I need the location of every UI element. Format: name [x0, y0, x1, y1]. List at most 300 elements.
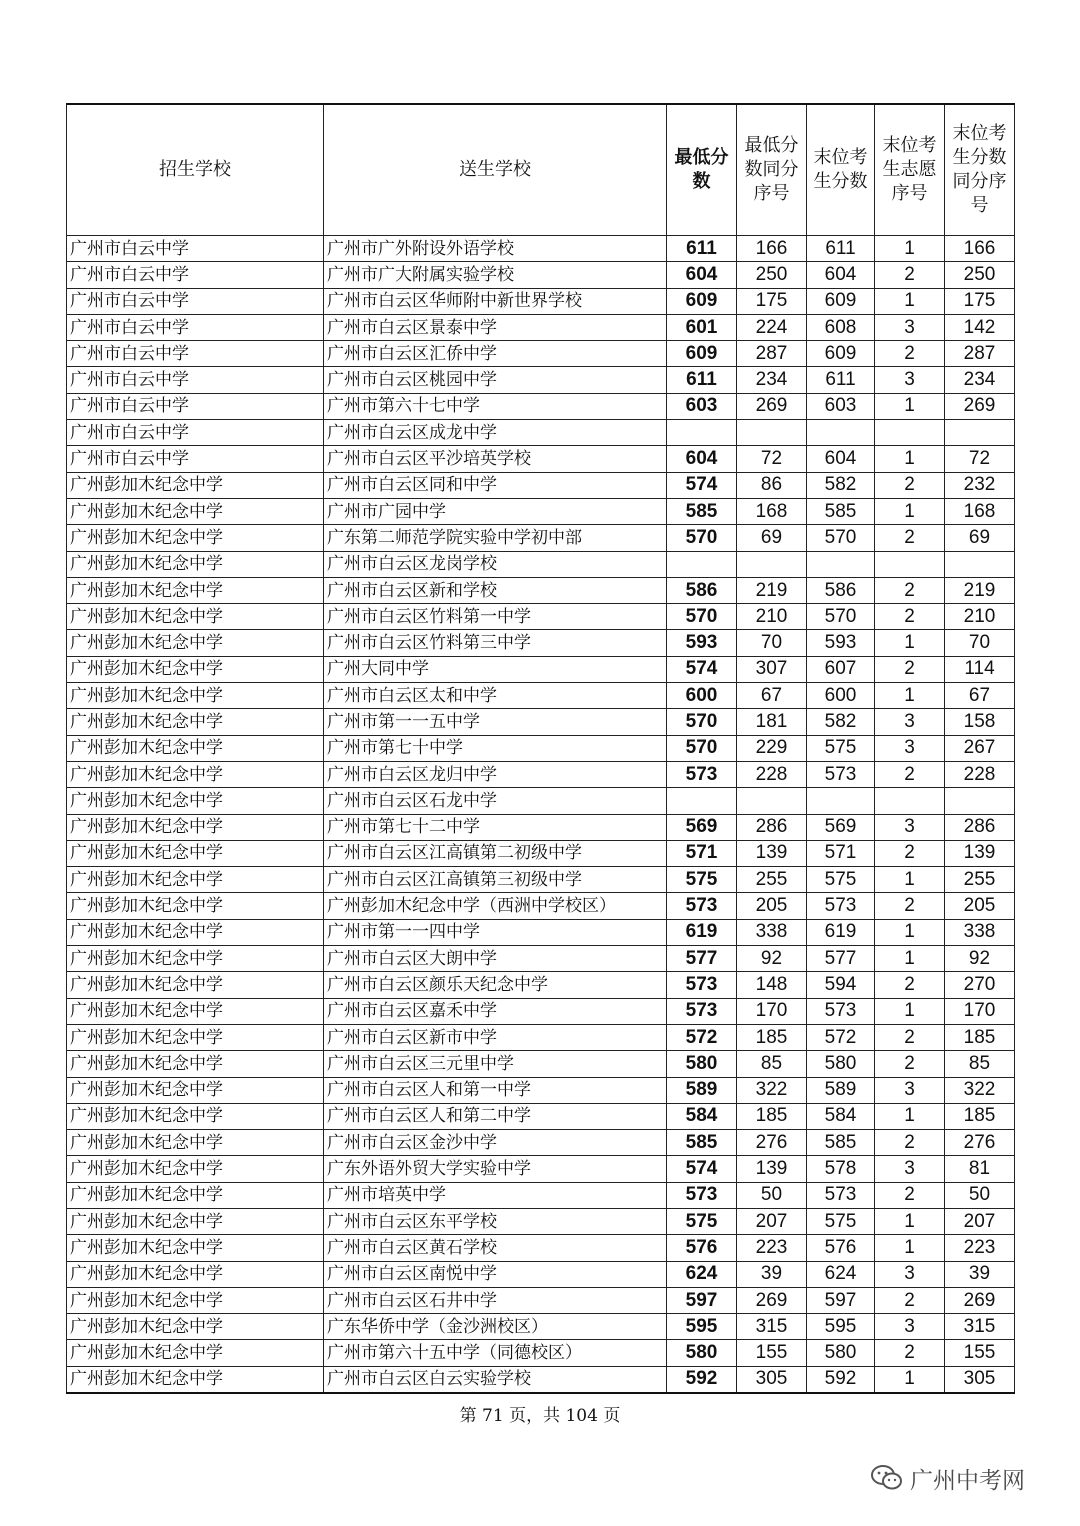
cell-min-score: 585 — [667, 498, 737, 524]
cell-sender: 广州市白云区新和学校 — [324, 577, 667, 603]
table-row — [67, 446, 1015, 472]
cell-school: 广州彭加木纪念中学 — [67, 761, 324, 787]
cell-min-rank: 250 — [737, 262, 807, 288]
cell-min-score: 571 — [667, 840, 737, 866]
cell-last-pref: 1 — [875, 946, 945, 972]
table-row — [67, 814, 1015, 840]
cell-last-score — [807, 788, 875, 814]
header-min-rank: 最低分数同分序号 — [737, 104, 807, 236]
table-row — [67, 735, 1015, 761]
cell-last-rank: 168 — [945, 498, 1015, 524]
table-row — [67, 946, 1015, 972]
cell-last-score: 580 — [807, 1051, 875, 1077]
cell-sender: 广州市白云区平沙培英学校 — [324, 446, 667, 472]
cell-last-pref: 2 — [875, 1182, 945, 1208]
cell-last-pref: 3 — [875, 709, 945, 735]
cell-sender: 广州市白云区桃园中学 — [324, 367, 667, 393]
cell-last-score: 589 — [807, 1077, 875, 1103]
cell-min-score: 586 — [667, 577, 737, 603]
cell-min-rank: 70 — [737, 630, 807, 656]
cell-sender: 广州彭加木纪念中学（西洲中学校区） — [324, 893, 667, 919]
cell-school: 广州彭加木纪念中学 — [67, 998, 324, 1024]
cell-school: 广州彭加木纪念中学 — [67, 498, 324, 524]
table-row — [67, 1156, 1015, 1182]
cell-school: 广州彭加木纪念中学 — [67, 867, 324, 893]
cell-min-score: 611 — [667, 236, 737, 262]
cell-min-rank: 175 — [737, 288, 807, 314]
cell-last-rank: 69 — [945, 525, 1015, 551]
cell-last-pref: 2 — [875, 893, 945, 919]
cell-min-score: 575 — [667, 1208, 737, 1234]
cell-last-score — [807, 420, 875, 446]
cell-min-rank: 338 — [737, 919, 807, 945]
cell-sender: 广州市白云区龙归中学 — [324, 761, 667, 787]
cell-min-score: 619 — [667, 919, 737, 945]
cell-last-pref: 2 — [875, 972, 945, 998]
cell-sender: 广州市白云区景泰中学 — [324, 314, 667, 340]
cell-min-score: 624 — [667, 1261, 737, 1287]
watermark — [870, 1460, 1025, 1496]
cell-school: 广州彭加木纪念中学 — [67, 788, 324, 814]
table-row — [67, 314, 1015, 340]
cell-last-score: 594 — [807, 972, 875, 998]
table-row — [67, 498, 1015, 524]
cell-last-score: 580 — [807, 1340, 875, 1366]
cell-last-pref: 3 — [875, 814, 945, 840]
cell-sender: 广州市白云区东平学校 — [324, 1208, 667, 1234]
cell-last-rank: 185 — [945, 1103, 1015, 1129]
cell-min-score — [667, 788, 737, 814]
cell-min-score: 604 — [667, 262, 737, 288]
cell-last-rank: 219 — [945, 577, 1015, 603]
cell-sender: 广州市白云区石井中学 — [324, 1287, 667, 1313]
cell-last-pref: 3 — [875, 735, 945, 761]
cell-min-score: 577 — [667, 946, 737, 972]
table-row — [67, 709, 1015, 735]
cell-school: 广州彭加木纪念中学 — [67, 814, 324, 840]
cell-min-score: 595 — [667, 1314, 737, 1340]
cell-sender: 广州市第六十七中学 — [324, 393, 667, 419]
cell-last-pref: 1 — [875, 867, 945, 893]
cell-sender: 广州市白云区汇侨中学 — [324, 341, 667, 367]
cell-last-rank — [945, 551, 1015, 577]
cell-school: 广州彭加木纪念中学 — [67, 1156, 324, 1182]
cell-last-rank: 276 — [945, 1130, 1015, 1156]
table-row — [67, 998, 1015, 1024]
cell-sender: 广州市白云区三元里中学 — [324, 1051, 667, 1077]
table-row — [67, 341, 1015, 367]
table-row — [67, 393, 1015, 419]
cell-last-score: 570 — [807, 604, 875, 630]
cell-min-score: 600 — [667, 683, 737, 709]
cell-min-score: 603 — [667, 393, 737, 419]
table-row — [67, 1235, 1015, 1261]
cell-school: 广州彭加木纪念中学 — [67, 577, 324, 603]
cell-last-rank: 72 — [945, 446, 1015, 472]
cell-last-score: 572 — [807, 1024, 875, 1050]
cell-last-score: 600 — [807, 683, 875, 709]
cell-school: 广州市白云中学 — [67, 420, 324, 446]
cell-last-rank — [945, 788, 1015, 814]
cell-last-rank: 286 — [945, 814, 1015, 840]
cell-sender: 广州市白云区竹料第一中学 — [324, 604, 667, 630]
cell-last-rank: 255 — [945, 867, 1015, 893]
cell-sender: 广州市白云区太和中学 — [324, 683, 667, 709]
cell-min-rank: 168 — [737, 498, 807, 524]
cell-min-rank: 185 — [737, 1103, 807, 1129]
cell-last-score: 607 — [807, 656, 875, 682]
cell-school: 广州市白云中学 — [67, 393, 324, 419]
cell-school: 广州彭加木纪念中学 — [67, 630, 324, 656]
cell-last-rank: 39 — [945, 1261, 1015, 1287]
cell-min-rank: 322 — [737, 1077, 807, 1103]
cell-min-score — [667, 551, 737, 577]
cell-last-rank: 322 — [945, 1077, 1015, 1103]
cell-sender: 广州市广园中学 — [324, 498, 667, 524]
cell-min-score: 570 — [667, 709, 737, 735]
table-row — [67, 420, 1015, 446]
cell-min-rank: 181 — [737, 709, 807, 735]
cell-sender: 广州市广外附设外语学校 — [324, 236, 667, 262]
cell-school: 广州彭加木纪念中学 — [67, 946, 324, 972]
cell-min-rank: 72 — [737, 446, 807, 472]
cell-min-score: 601 — [667, 314, 737, 340]
table-row — [67, 1366, 1015, 1393]
table-row — [67, 630, 1015, 656]
cell-last-score: 592 — [807, 1366, 875, 1393]
cell-last-pref: 2 — [875, 1340, 945, 1366]
cell-school: 广州彭加木纪念中学 — [67, 1314, 324, 1340]
cell-min-score: 597 — [667, 1287, 737, 1313]
cell-min-score: 573 — [667, 1182, 737, 1208]
cell-min-score: 609 — [667, 288, 737, 314]
cell-last-pref: 3 — [875, 1077, 945, 1103]
table-row — [67, 683, 1015, 709]
cell-school: 广州市白云中学 — [67, 446, 324, 472]
cell-last-score: 593 — [807, 630, 875, 656]
header-last-rank: 末位考生分数同分序号 — [945, 104, 1015, 236]
cell-sender: 广州市白云区白云实验学校 — [324, 1366, 667, 1393]
cell-sender: 广州大同中学 — [324, 656, 667, 682]
cell-sender: 广州市白云区江高镇第三初级中学 — [324, 867, 667, 893]
cell-school: 广州彭加木纪念中学 — [67, 525, 324, 551]
cell-last-score: 603 — [807, 393, 875, 419]
table-row — [67, 367, 1015, 393]
cell-min-rank: 170 — [737, 998, 807, 1024]
cell-min-score: 576 — [667, 1235, 737, 1261]
table-body — [67, 236, 1015, 1394]
cell-last-pref: 2 — [875, 1024, 945, 1050]
table-row — [67, 1208, 1015, 1234]
cell-sender: 广州市第一一四中学 — [324, 919, 667, 945]
cell-last-pref: 1 — [875, 919, 945, 945]
cell-last-rank — [945, 420, 1015, 446]
cell-school: 广州彭加木纪念中学 — [67, 1261, 324, 1287]
cell-last-rank: 175 — [945, 288, 1015, 314]
cell-min-rank: 139 — [737, 1156, 807, 1182]
cell-school: 广州市白云中学 — [67, 288, 324, 314]
cell-min-rank — [737, 551, 807, 577]
cell-last-score: 595 — [807, 1314, 875, 1340]
cell-school: 广州彭加木纪念中学 — [67, 1130, 324, 1156]
table-row — [67, 788, 1015, 814]
cell-last-pref: 2 — [875, 761, 945, 787]
cell-last-score: 608 — [807, 314, 875, 340]
cell-min-score: 585 — [667, 1130, 737, 1156]
cell-min-score: 573 — [667, 761, 737, 787]
cell-school: 广州彭加木纪念中学 — [67, 1024, 324, 1050]
cell-school: 广州彭加木纪念中学 — [67, 1208, 324, 1234]
cell-last-score: 573 — [807, 998, 875, 1024]
cell-last-rank: 210 — [945, 604, 1015, 630]
cell-sender: 广州市白云区金沙中学 — [324, 1130, 667, 1156]
cell-last-pref: 3 — [875, 1261, 945, 1287]
cell-last-pref: 1 — [875, 1103, 945, 1129]
cell-last-pref: 1 — [875, 498, 945, 524]
cell-school: 广州市白云中学 — [67, 341, 324, 367]
cell-min-rank: 69 — [737, 525, 807, 551]
cell-last-pref: 3 — [875, 1314, 945, 1340]
cell-min-score: 580 — [667, 1340, 737, 1366]
table-row — [67, 288, 1015, 314]
cell-school: 广州彭加木纪念中学 — [67, 1340, 324, 1366]
cell-last-pref: 2 — [875, 840, 945, 866]
cell-last-score: 569 — [807, 814, 875, 840]
cell-sender: 广州市广大附属实验学校 — [324, 262, 667, 288]
cell-sender: 广东华侨中学（金沙洲校区） — [324, 1314, 667, 1340]
cell-min-rank: 86 — [737, 472, 807, 498]
cell-min-rank: 85 — [737, 1051, 807, 1077]
cell-last-rank: 205 — [945, 893, 1015, 919]
admission-table — [66, 103, 1015, 1394]
cell-sender: 广州市白云区嘉禾中学 — [324, 998, 667, 1024]
table-row — [67, 1077, 1015, 1103]
cell-last-rank: 50 — [945, 1182, 1015, 1208]
cell-last-score — [807, 551, 875, 577]
cell-last-rank: 232 — [945, 472, 1015, 498]
cell-last-rank: 166 — [945, 236, 1015, 262]
cell-school: 广州彭加木纪念中学 — [67, 972, 324, 998]
cell-last-rank: 338 — [945, 919, 1015, 945]
cell-min-rank: 205 — [737, 893, 807, 919]
cell-min-rank: 276 — [737, 1130, 807, 1156]
cell-last-rank: 185 — [945, 1024, 1015, 1050]
cell-school: 广州市白云中学 — [67, 262, 324, 288]
cell-last-score: 586 — [807, 577, 875, 603]
cell-last-pref: 2 — [875, 1130, 945, 1156]
cell-last-pref: 1 — [875, 998, 945, 1024]
cell-last-rank: 269 — [945, 393, 1015, 419]
cell-min-score: 584 — [667, 1103, 737, 1129]
cell-last-score: 570 — [807, 525, 875, 551]
cell-last-score: 575 — [807, 867, 875, 893]
cell-last-score: 584 — [807, 1103, 875, 1129]
table-row — [67, 1261, 1015, 1287]
cell-sender: 广州市白云区新市中学 — [324, 1024, 667, 1050]
cell-last-pref: 3 — [875, 367, 945, 393]
cell-sender: 广州市第七十中学 — [324, 735, 667, 761]
cell-last-pref: 1 — [875, 393, 945, 419]
cell-last-pref: 2 — [875, 472, 945, 498]
table-row — [67, 1314, 1015, 1340]
cell-min-rank: 185 — [737, 1024, 807, 1050]
cell-min-rank: 223 — [737, 1235, 807, 1261]
cell-last-score: 609 — [807, 341, 875, 367]
cell-last-pref: 3 — [875, 1156, 945, 1182]
cell-last-rank: 315 — [945, 1314, 1015, 1340]
cell-last-pref: 2 — [875, 262, 945, 288]
cell-min-score: 570 — [667, 604, 737, 630]
cell-last-pref: 1 — [875, 1366, 945, 1393]
cell-sender: 广州市白云区江高镇第二初级中学 — [324, 840, 667, 866]
cell-min-rank: 234 — [737, 367, 807, 393]
cell-min-score: 573 — [667, 972, 737, 998]
cell-min-score: 611 — [667, 367, 737, 393]
table-row — [67, 604, 1015, 630]
cell-min-score: 574 — [667, 656, 737, 682]
cell-last-score: 576 — [807, 1235, 875, 1261]
cell-sender: 广州市白云区成龙中学 — [324, 420, 667, 446]
cell-last-rank: 228 — [945, 761, 1015, 787]
cell-last-score: 624 — [807, 1261, 875, 1287]
cell-last-rank: 155 — [945, 1340, 1015, 1366]
cell-min-rank: 224 — [737, 314, 807, 340]
watermark-text: 广州中考网 — [910, 1467, 1025, 1494]
cell-last-pref — [875, 788, 945, 814]
cell-min-rank: 166 — [737, 236, 807, 262]
cell-last-pref: 2 — [875, 604, 945, 630]
cell-last-score: 573 — [807, 1182, 875, 1208]
cell-last-pref: 1 — [875, 288, 945, 314]
cell-school: 广州彭加木纪念中学 — [67, 551, 324, 577]
cell-min-score — [667, 420, 737, 446]
cell-min-rank: 39 — [737, 1261, 807, 1287]
cell-min-score: 609 — [667, 341, 737, 367]
cell-sender: 广州市白云区龙岗学校 — [324, 551, 667, 577]
cell-min-rank: 139 — [737, 840, 807, 866]
cell-last-score: 573 — [807, 761, 875, 787]
cell-last-rank: 269 — [945, 1287, 1015, 1313]
table-row — [67, 525, 1015, 551]
cell-min-rank: 67 — [737, 683, 807, 709]
cell-last-pref: 2 — [875, 1051, 945, 1077]
cell-last-score: 619 — [807, 919, 875, 945]
cell-min-rank: 229 — [737, 735, 807, 761]
cell-last-pref: 1 — [875, 683, 945, 709]
cell-last-rank: 81 — [945, 1156, 1015, 1182]
cell-min-rank: 50 — [737, 1182, 807, 1208]
cell-sender: 广州市白云区大朗中学 — [324, 946, 667, 972]
table-row — [67, 893, 1015, 919]
cell-last-score: 571 — [807, 840, 875, 866]
cell-last-score: 575 — [807, 1208, 875, 1234]
cell-sender: 广州市白云区黄石学校 — [324, 1235, 667, 1261]
cell-sender: 广州市白云区同和中学 — [324, 472, 667, 498]
cell-sender: 广东外语外贸大学实验中学 — [324, 1156, 667, 1182]
table-row — [67, 236, 1015, 262]
cell-min-rank: 255 — [737, 867, 807, 893]
cell-school: 广州彭加木纪念中学 — [67, 656, 324, 682]
cell-min-score: 572 — [667, 1024, 737, 1050]
cell-school: 广州彭加木纪念中学 — [67, 472, 324, 498]
table-row — [67, 867, 1015, 893]
table-row — [67, 551, 1015, 577]
cell-sender: 广州市第一一五中学 — [324, 709, 667, 735]
table-row — [67, 1182, 1015, 1208]
header-sender: 送生学校 — [324, 104, 667, 236]
cell-school: 广州彭加木纪念中学 — [67, 1235, 324, 1261]
cell-school: 广州彭加木纪念中学 — [67, 1103, 324, 1129]
cell-sender: 广州市白云区华师附中新世界学校 — [324, 288, 667, 314]
cell-last-rank: 267 — [945, 735, 1015, 761]
table-row — [67, 1024, 1015, 1050]
table-row — [67, 1287, 1015, 1313]
cell-min-score: 593 — [667, 630, 737, 656]
cell-min-rank: 307 — [737, 656, 807, 682]
cell-min-score: 574 — [667, 1156, 737, 1182]
table-row — [67, 472, 1015, 498]
cell-min-score: 569 — [667, 814, 737, 840]
cell-last-pref: 3 — [875, 314, 945, 340]
cell-min-score: 580 — [667, 1051, 737, 1077]
table-row — [67, 1051, 1015, 1077]
cell-min-rank: 269 — [737, 393, 807, 419]
cell-last-rank: 207 — [945, 1208, 1015, 1234]
cell-last-score: 609 — [807, 288, 875, 314]
cell-school: 广州彭加木纪念中学 — [67, 735, 324, 761]
cell-school: 广州市白云中学 — [67, 236, 324, 262]
table-row — [67, 972, 1015, 998]
table-row — [67, 262, 1015, 288]
header-min-score: 最低分数 — [667, 104, 737, 236]
cell-min-score: 573 — [667, 893, 737, 919]
cell-school: 广州彭加木纪念中学 — [67, 1077, 324, 1103]
cell-school: 广州彭加木纪念中学 — [67, 893, 324, 919]
cell-min-rank: 287 — [737, 341, 807, 367]
cell-min-rank: 269 — [737, 1287, 807, 1313]
cell-last-score: 611 — [807, 367, 875, 393]
cell-sender: 广州市白云区人和第一中学 — [324, 1077, 667, 1103]
table-row — [67, 1130, 1015, 1156]
cell-school: 广州彭加木纪念中学 — [67, 1287, 324, 1313]
header-last-pref: 末位考生志愿序号 — [875, 104, 945, 236]
cell-last-pref: 1 — [875, 236, 945, 262]
cell-min-rank: 286 — [737, 814, 807, 840]
cell-school: 广州市白云中学 — [67, 314, 324, 340]
cell-last-score: 578 — [807, 1156, 875, 1182]
cell-school: 广州市白云中学 — [67, 367, 324, 393]
header-last-score: 末位考生分数 — [807, 104, 875, 236]
cell-sender: 广州市白云区石龙中学 — [324, 788, 667, 814]
cell-min-rank: 315 — [737, 1314, 807, 1340]
cell-min-score: 604 — [667, 446, 737, 472]
table-row — [67, 761, 1015, 787]
cell-last-rank: 158 — [945, 709, 1015, 735]
cell-min-score: 592 — [667, 1366, 737, 1393]
cell-last-rank: 92 — [945, 946, 1015, 972]
cell-school: 广州彭加木纪念中学 — [67, 1366, 324, 1393]
cell-last-pref: 1 — [875, 630, 945, 656]
cell-last-pref: 2 — [875, 341, 945, 367]
cell-school: 广州彭加木纪念中学 — [67, 840, 324, 866]
cell-last-pref: 2 — [875, 656, 945, 682]
cell-sender: 广州市白云区南悦中学 — [324, 1261, 667, 1287]
cell-last-score: 611 — [807, 236, 875, 262]
cell-last-pref — [875, 551, 945, 577]
cell-last-score: 575 — [807, 735, 875, 761]
cell-last-score: 582 — [807, 709, 875, 735]
cell-min-score: 573 — [667, 998, 737, 1024]
